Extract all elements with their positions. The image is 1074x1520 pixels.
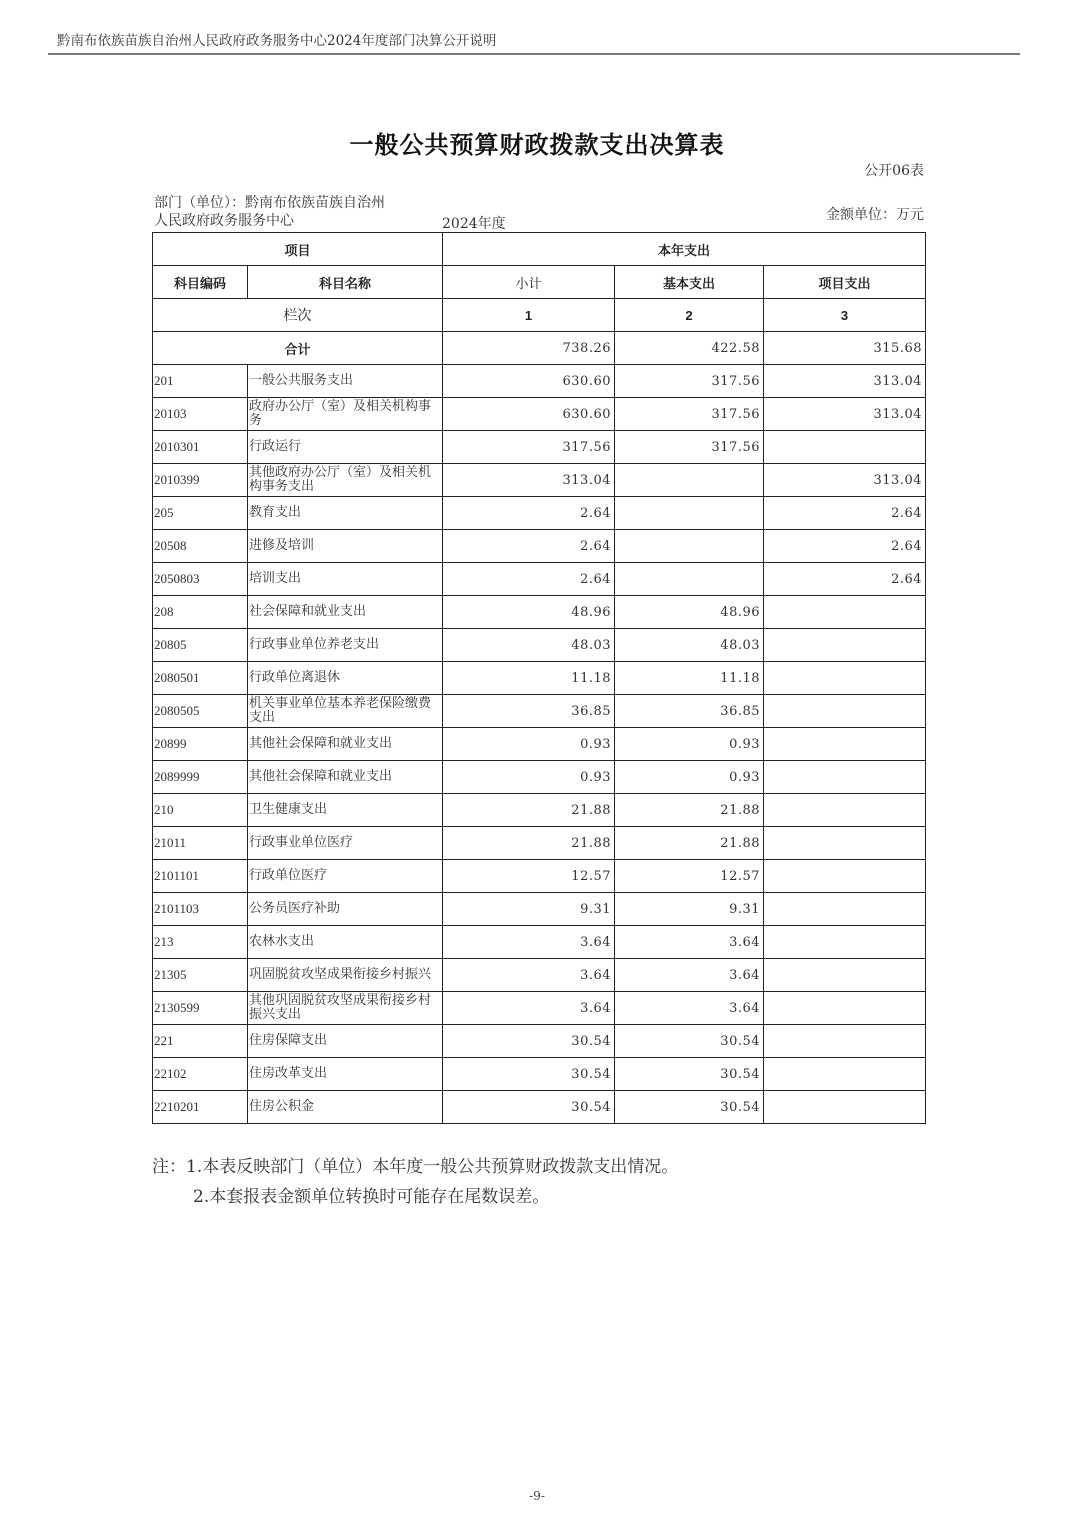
table-row	[153, 464, 926, 497]
total-label: 合计	[153, 332, 443, 365]
row-project	[764, 596, 926, 629]
row-subtotal: 313.04	[443, 464, 615, 497]
row-basic	[615, 497, 764, 530]
table-row	[153, 431, 926, 464]
total-row	[153, 332, 926, 365]
row-name: 一般公共服务支出	[248, 365, 443, 398]
row-name: 行政事业单位养老支出	[248, 629, 443, 662]
row-project	[764, 992, 926, 1025]
row-basic: 30.54	[615, 1091, 764, 1124]
row-code: 20508	[153, 530, 248, 563]
row-subtotal: 2.64	[443, 563, 615, 596]
row-subtotal: 48.96	[443, 596, 615, 629]
table-row	[153, 365, 926, 398]
row-name: 进修及培训	[248, 530, 443, 563]
row-basic: 0.93	[615, 728, 764, 761]
row-code: 20103	[153, 398, 248, 431]
row-code: 221	[153, 1025, 248, 1058]
row-project	[764, 893, 926, 926]
table-row	[153, 1091, 926, 1124]
header-rule	[48, 53, 1020, 55]
table-row	[153, 1058, 926, 1091]
table-row	[153, 596, 926, 629]
row-project: 2.64	[764, 530, 926, 563]
table-row	[153, 563, 926, 596]
row-project	[764, 728, 926, 761]
row-name: 行政单位离退休	[248, 662, 443, 695]
row-name: 其他政府办公厅（室）及相关机构事务支出	[248, 464, 443, 497]
row-project	[764, 695, 926, 728]
row-basic: 9.31	[615, 893, 764, 926]
table-row	[153, 398, 926, 431]
row-project	[764, 1025, 926, 1058]
row-project	[764, 860, 926, 893]
row-subtotal: 30.54	[443, 1025, 615, 1058]
row-code: 2080505	[153, 695, 248, 728]
table-row	[153, 860, 926, 893]
row-subtotal: 0.93	[443, 728, 615, 761]
report-year: 2024年度	[442, 216, 506, 232]
row-code: 2101103	[153, 893, 248, 926]
row-basic: 3.64	[615, 992, 764, 1025]
row-subtotal: 3.64	[443, 926, 615, 959]
total-subtotal: 738.26	[443, 332, 615, 365]
row-code: 208	[153, 596, 248, 629]
row-subtotal: 2.64	[443, 497, 615, 530]
row-code: 205	[153, 497, 248, 530]
row-basic: 3.64	[615, 926, 764, 959]
row-basic: 21.88	[615, 827, 764, 860]
row-subtotal: 630.60	[443, 365, 615, 398]
row-project: 2.64	[764, 497, 926, 530]
department-line-1: 部门（单位）：黔南布依族苗族自治州	[154, 195, 385, 211]
header-col-1: 1	[443, 299, 615, 332]
notes	[152, 1152, 678, 1212]
row-subtotal: 30.54	[443, 1091, 615, 1124]
row-code: 2210201	[153, 1091, 248, 1124]
table-row	[153, 1025, 926, 1058]
row-code: 20899	[153, 728, 248, 761]
row-project	[764, 959, 926, 992]
row-basic: 317.56	[615, 365, 764, 398]
row-project: 2.64	[764, 563, 926, 596]
header-row-3	[153, 299, 926, 332]
row-project: 313.04	[764, 398, 926, 431]
row-project	[764, 1058, 926, 1091]
table-row	[153, 695, 926, 728]
note-1: 注：1.本表反映部门（单位）本年度一般公共预算财政拨款支出情况。	[152, 1157, 679, 1177]
form-number: 公开06表	[864, 163, 924, 179]
row-basic: 3.64	[615, 959, 764, 992]
row-subtotal: 317.56	[443, 431, 615, 464]
row-name: 行政单位医疗	[248, 860, 443, 893]
row-project	[764, 827, 926, 860]
row-project: 313.04	[764, 365, 926, 398]
header-col-2: 2	[615, 299, 764, 332]
row-basic	[615, 563, 764, 596]
table-row	[153, 992, 926, 1025]
row-code: 2080501	[153, 662, 248, 695]
row-name: 行政事业单位医疗	[248, 827, 443, 860]
row-code: 21305	[153, 959, 248, 992]
row-basic	[615, 530, 764, 563]
row-project	[764, 431, 926, 464]
department-line-2: 人民政府政务服务中心	[154, 213, 294, 229]
row-name: 教育支出	[248, 497, 443, 530]
row-project	[764, 1091, 926, 1124]
department	[154, 194, 385, 230]
row-subtotal: 9.31	[443, 893, 615, 926]
expenditure-table	[152, 232, 926, 1124]
row-basic: 317.56	[615, 398, 764, 431]
row-subtotal: 48.03	[443, 629, 615, 662]
row-name: 农林水支出	[248, 926, 443, 959]
table-row	[153, 629, 926, 662]
table-row	[153, 530, 926, 563]
row-subtotal: 21.88	[443, 794, 615, 827]
row-code: 2050803	[153, 563, 248, 596]
note-2: 2.本套报表金额单位转换时可能存在尾数误差。	[193, 1187, 550, 1207]
page-number: -9-	[529, 1489, 545, 1503]
row-basic	[615, 464, 764, 497]
row-code: 2010399	[153, 464, 248, 497]
row-subtotal: 30.54	[443, 1058, 615, 1091]
row-code: 2010301	[153, 431, 248, 464]
row-name: 其他社会保障和就业支出	[248, 761, 443, 794]
table-row	[153, 728, 926, 761]
row-name: 其他社会保障和就业支出	[248, 728, 443, 761]
table-row	[153, 662, 926, 695]
row-code: 210	[153, 794, 248, 827]
row-subtotal: 11.18	[443, 662, 615, 695]
table-row	[153, 893, 926, 926]
row-name: 巩固脱贫攻坚成果衔接乡村振兴	[248, 959, 443, 992]
row-code: 2089999	[153, 761, 248, 794]
row-subtotal: 2.64	[443, 530, 615, 563]
row-basic: 30.54	[615, 1058, 764, 1091]
header-project: 项目支出	[764, 266, 926, 299]
row-subtotal: 12.57	[443, 860, 615, 893]
row-name: 机关事业单位基本养老保险缴费支出	[248, 695, 443, 728]
header-row-1	[153, 233, 926, 266]
row-name: 政府办公厅（室）及相关机构事务	[248, 398, 443, 431]
row-name: 卫生健康支出	[248, 794, 443, 827]
row-code: 20805	[153, 629, 248, 662]
table-row	[153, 761, 926, 794]
row-name: 住房公积金	[248, 1091, 443, 1124]
row-code: 21011	[153, 827, 248, 860]
row-basic: 11.18	[615, 662, 764, 695]
header-this-year: 本年支出	[443, 233, 926, 266]
row-basic: 30.54	[615, 1025, 764, 1058]
row-name: 住房改革支出	[248, 1058, 443, 1091]
row-name: 培训支出	[248, 563, 443, 596]
header-name: 科目名称	[248, 266, 443, 299]
row-name: 其他巩固脱贫攻坚成果衔接乡村振兴支出	[248, 992, 443, 1025]
row-basic: 48.96	[615, 596, 764, 629]
running-head: 黔南布依族苗族自治州人民政府政务服务中心2024年度部门决算公开说明	[57, 33, 497, 49]
row-name: 社会保障和就业支出	[248, 596, 443, 629]
row-project	[764, 629, 926, 662]
table-row	[153, 827, 926, 860]
amount-unit: 金额单位：万元	[826, 207, 924, 223]
header-subtotal: 小计	[443, 266, 615, 299]
row-code: 213	[153, 926, 248, 959]
header-column-label: 栏次	[153, 299, 443, 332]
table-row	[153, 926, 926, 959]
row-name: 公务员医疗补助	[248, 893, 443, 926]
row-name: 行政运行	[248, 431, 443, 464]
row-code: 22102	[153, 1058, 248, 1091]
header-col-3: 3	[764, 299, 926, 332]
row-subtotal: 3.64	[443, 992, 615, 1025]
row-subtotal: 3.64	[443, 959, 615, 992]
row-subtotal: 36.85	[443, 695, 615, 728]
row-project	[764, 794, 926, 827]
row-name: 住房保障支出	[248, 1025, 443, 1058]
header-row-2	[153, 266, 926, 299]
row-subtotal: 0.93	[443, 761, 615, 794]
row-basic: 21.88	[615, 794, 764, 827]
row-subtotal: 630.60	[443, 398, 615, 431]
row-project	[764, 662, 926, 695]
row-basic: 317.56	[615, 431, 764, 464]
row-project: 313.04	[764, 464, 926, 497]
row-subtotal: 21.88	[443, 827, 615, 860]
row-code: 2101101	[153, 860, 248, 893]
table-row	[153, 794, 926, 827]
header-item: 项目	[153, 233, 443, 266]
row-basic: 12.57	[615, 860, 764, 893]
row-code: 2130599	[153, 992, 248, 1025]
row-basic: 0.93	[615, 761, 764, 794]
total-project: 315.68	[764, 332, 926, 365]
row-project	[764, 926, 926, 959]
table-row	[153, 497, 926, 530]
total-basic: 422.58	[615, 332, 764, 365]
page-title: 一般公共预算财政拨款支出决算表	[349, 130, 725, 159]
row-project	[764, 761, 926, 794]
header-basic: 基本支出	[615, 266, 764, 299]
table-row	[153, 959, 926, 992]
header-code: 科目编码	[153, 266, 248, 299]
row-code: 201	[153, 365, 248, 398]
row-basic: 48.03	[615, 629, 764, 662]
row-basic: 36.85	[615, 695, 764, 728]
